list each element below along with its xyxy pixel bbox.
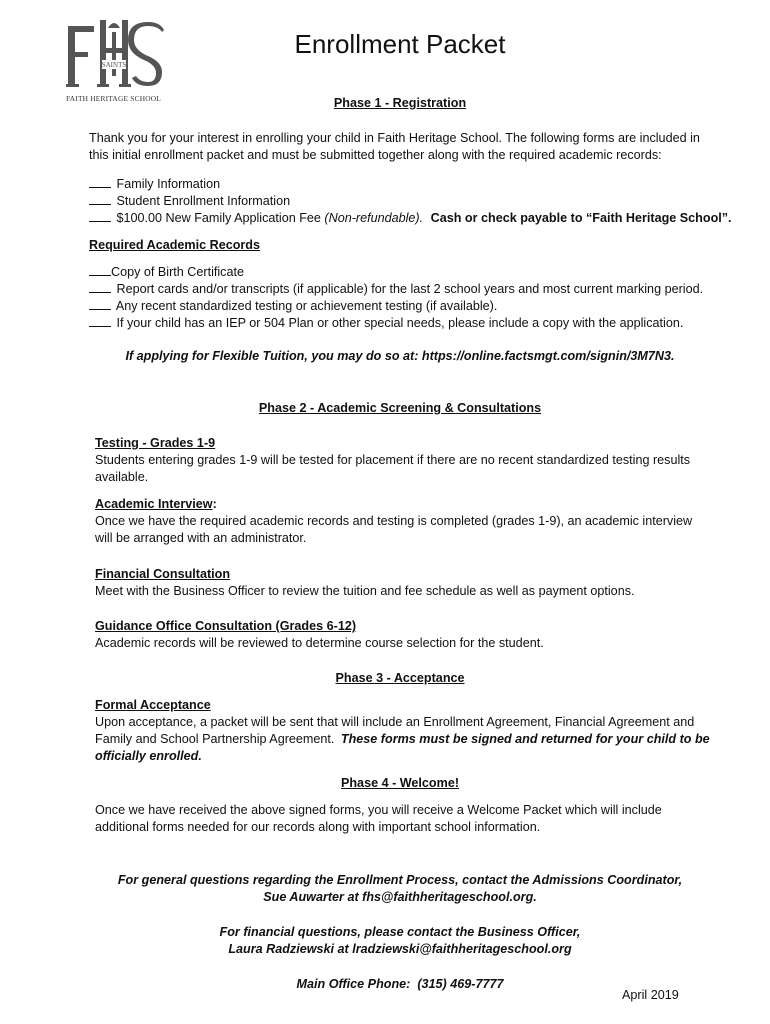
financial-heading: Financial Consultation — [95, 567, 231, 581]
record-item — [89, 297, 497, 315]
financial-text: Meet with the Business Officer to review the tuition and fee schedule as well as payment options. — [95, 584, 635, 598]
form-item — [89, 209, 732, 227]
guidance-heading: Guidance Office Consultation (Grades 6-12) — [95, 619, 357, 633]
page-title: Enrollment Packet — [294, 29, 506, 59]
formal-line3: officially enrolled. — [95, 749, 202, 763]
checklist-blank — [89, 175, 111, 188]
formal-line2a: Family and School Partnership Agreement. — [95, 732, 335, 746]
form-item-label: Student Enrollment Information — [116, 194, 291, 208]
document-date: April 2019 — [622, 988, 679, 1002]
record-item-label: Report cards and/or transcripts (if applicable) for the last 2 school years and most current marking period. — [116, 282, 704, 296]
record-item-label: Any recent standardized testing or achievement testing (if available). — [115, 299, 498, 313]
phase2-heading: Phase 2 - Academic Screening & Consultations — [258, 401, 542, 415]
checklist-blank — [89, 314, 111, 327]
formal-line2b: These forms must be signed and returned for your child to be — [340, 732, 710, 746]
testing-heading: Testing - Grades 1-9 — [95, 436, 216, 450]
checklist-blank — [89, 297, 111, 310]
records-heading: Required Academic Records — [89, 238, 261, 252]
phase1-intro-line2: this initial enrollment packet and must be submitted together along with the required academic records: — [89, 148, 662, 162]
fee-payable: Cash or check payable to “Faith Heritage School”. — [430, 211, 732, 225]
interview-line1: Once we have the required academic records and testing is completed (grades 1-9), an academic interview — [95, 514, 693, 528]
form-item-label: Family Information — [116, 177, 221, 191]
checklist-blank — [89, 209, 111, 222]
admissions-contact-line1: For general questions regarding the Enrollment Process, contact the Admissions Coordinator, — [117, 873, 683, 887]
interview-heading-row: Academic Interview: — [95, 497, 217, 511]
record-item — [89, 314, 683, 332]
fee-note: (Non-refundable). — [324, 211, 424, 225]
logo-letters — [66, 20, 164, 87]
financial-contact-line1: For financial questions, please contact the Business Officer, — [219, 925, 581, 939]
form-item — [89, 175, 220, 193]
phase4-heading: Phase 4 - Welcome! — [340, 776, 460, 790]
form-item-label: $100.00 New Family Application Fee — [116, 211, 321, 225]
formal-line2 — [95, 731, 710, 748]
phase3-heading: Phase 3 - Acceptance — [335, 671, 465, 685]
main-office-phone: Main Office Phone: (315) 469-7777 — [296, 977, 504, 991]
welcome-line2: additional forms needed for our records along with important school information. — [95, 820, 541, 834]
checklist-blank — [89, 263, 111, 276]
record-item-label: Copy of Birth Certificate — [111, 265, 244, 279]
financial-contact-line2: Laura Radziewski at lradziewski@faithheritageschool.org — [228, 942, 572, 956]
checklist-blank — [89, 192, 111, 205]
checklist-blank — [89, 280, 111, 293]
formal-line1: Upon acceptance, a packet will be sent that will include an Enrollment Agreement, Financial Agreement and — [95, 715, 695, 729]
phase1-heading: Phase 1 - Registration — [333, 96, 467, 110]
form-item — [89, 192, 290, 210]
record-item-label: If your child has an IEP or 504 Plan or other special needs, please include a copy with the application. — [116, 316, 684, 330]
testing-line2: available. — [95, 470, 149, 484]
logo-saints: SAINTS — [101, 61, 127, 69]
formal-acceptance-heading: Formal Acceptance — [95, 698, 211, 712]
interview-line2: will be arranged with an administrator. — [95, 531, 307, 545]
guidance-text: Academic records will be reviewed to determine course selection for the student. — [95, 636, 544, 650]
testing-line1: Students entering grades 1-9 will be tested for placement if there are no recent standardized testing results — [95, 453, 691, 467]
phase1-intro-line1: Thank you for your interest in enrolling your child in Faith Heritage School. The following forms are included in — [89, 131, 700, 145]
welcome-line1: Once we have received the above signed forms, you will receive a Welcome Packet which will include — [95, 803, 662, 817]
flexible-tuition-note: If applying for Flexible Tuition, you may do so at: https://online.factsmgt.com/signin/3M7N3. — [125, 349, 675, 363]
record-item — [89, 263, 244, 281]
school-logo — [66, 18, 171, 104]
record-item — [89, 280, 703, 298]
admissions-contact-line2: Sue Auwarter at fhs@faithheritageschool.org. — [263, 890, 537, 904]
logo-school-name: FAITH HERITAGE SCHOOL — [66, 94, 162, 103]
interview-heading: Academic Interview — [95, 497, 213, 511]
